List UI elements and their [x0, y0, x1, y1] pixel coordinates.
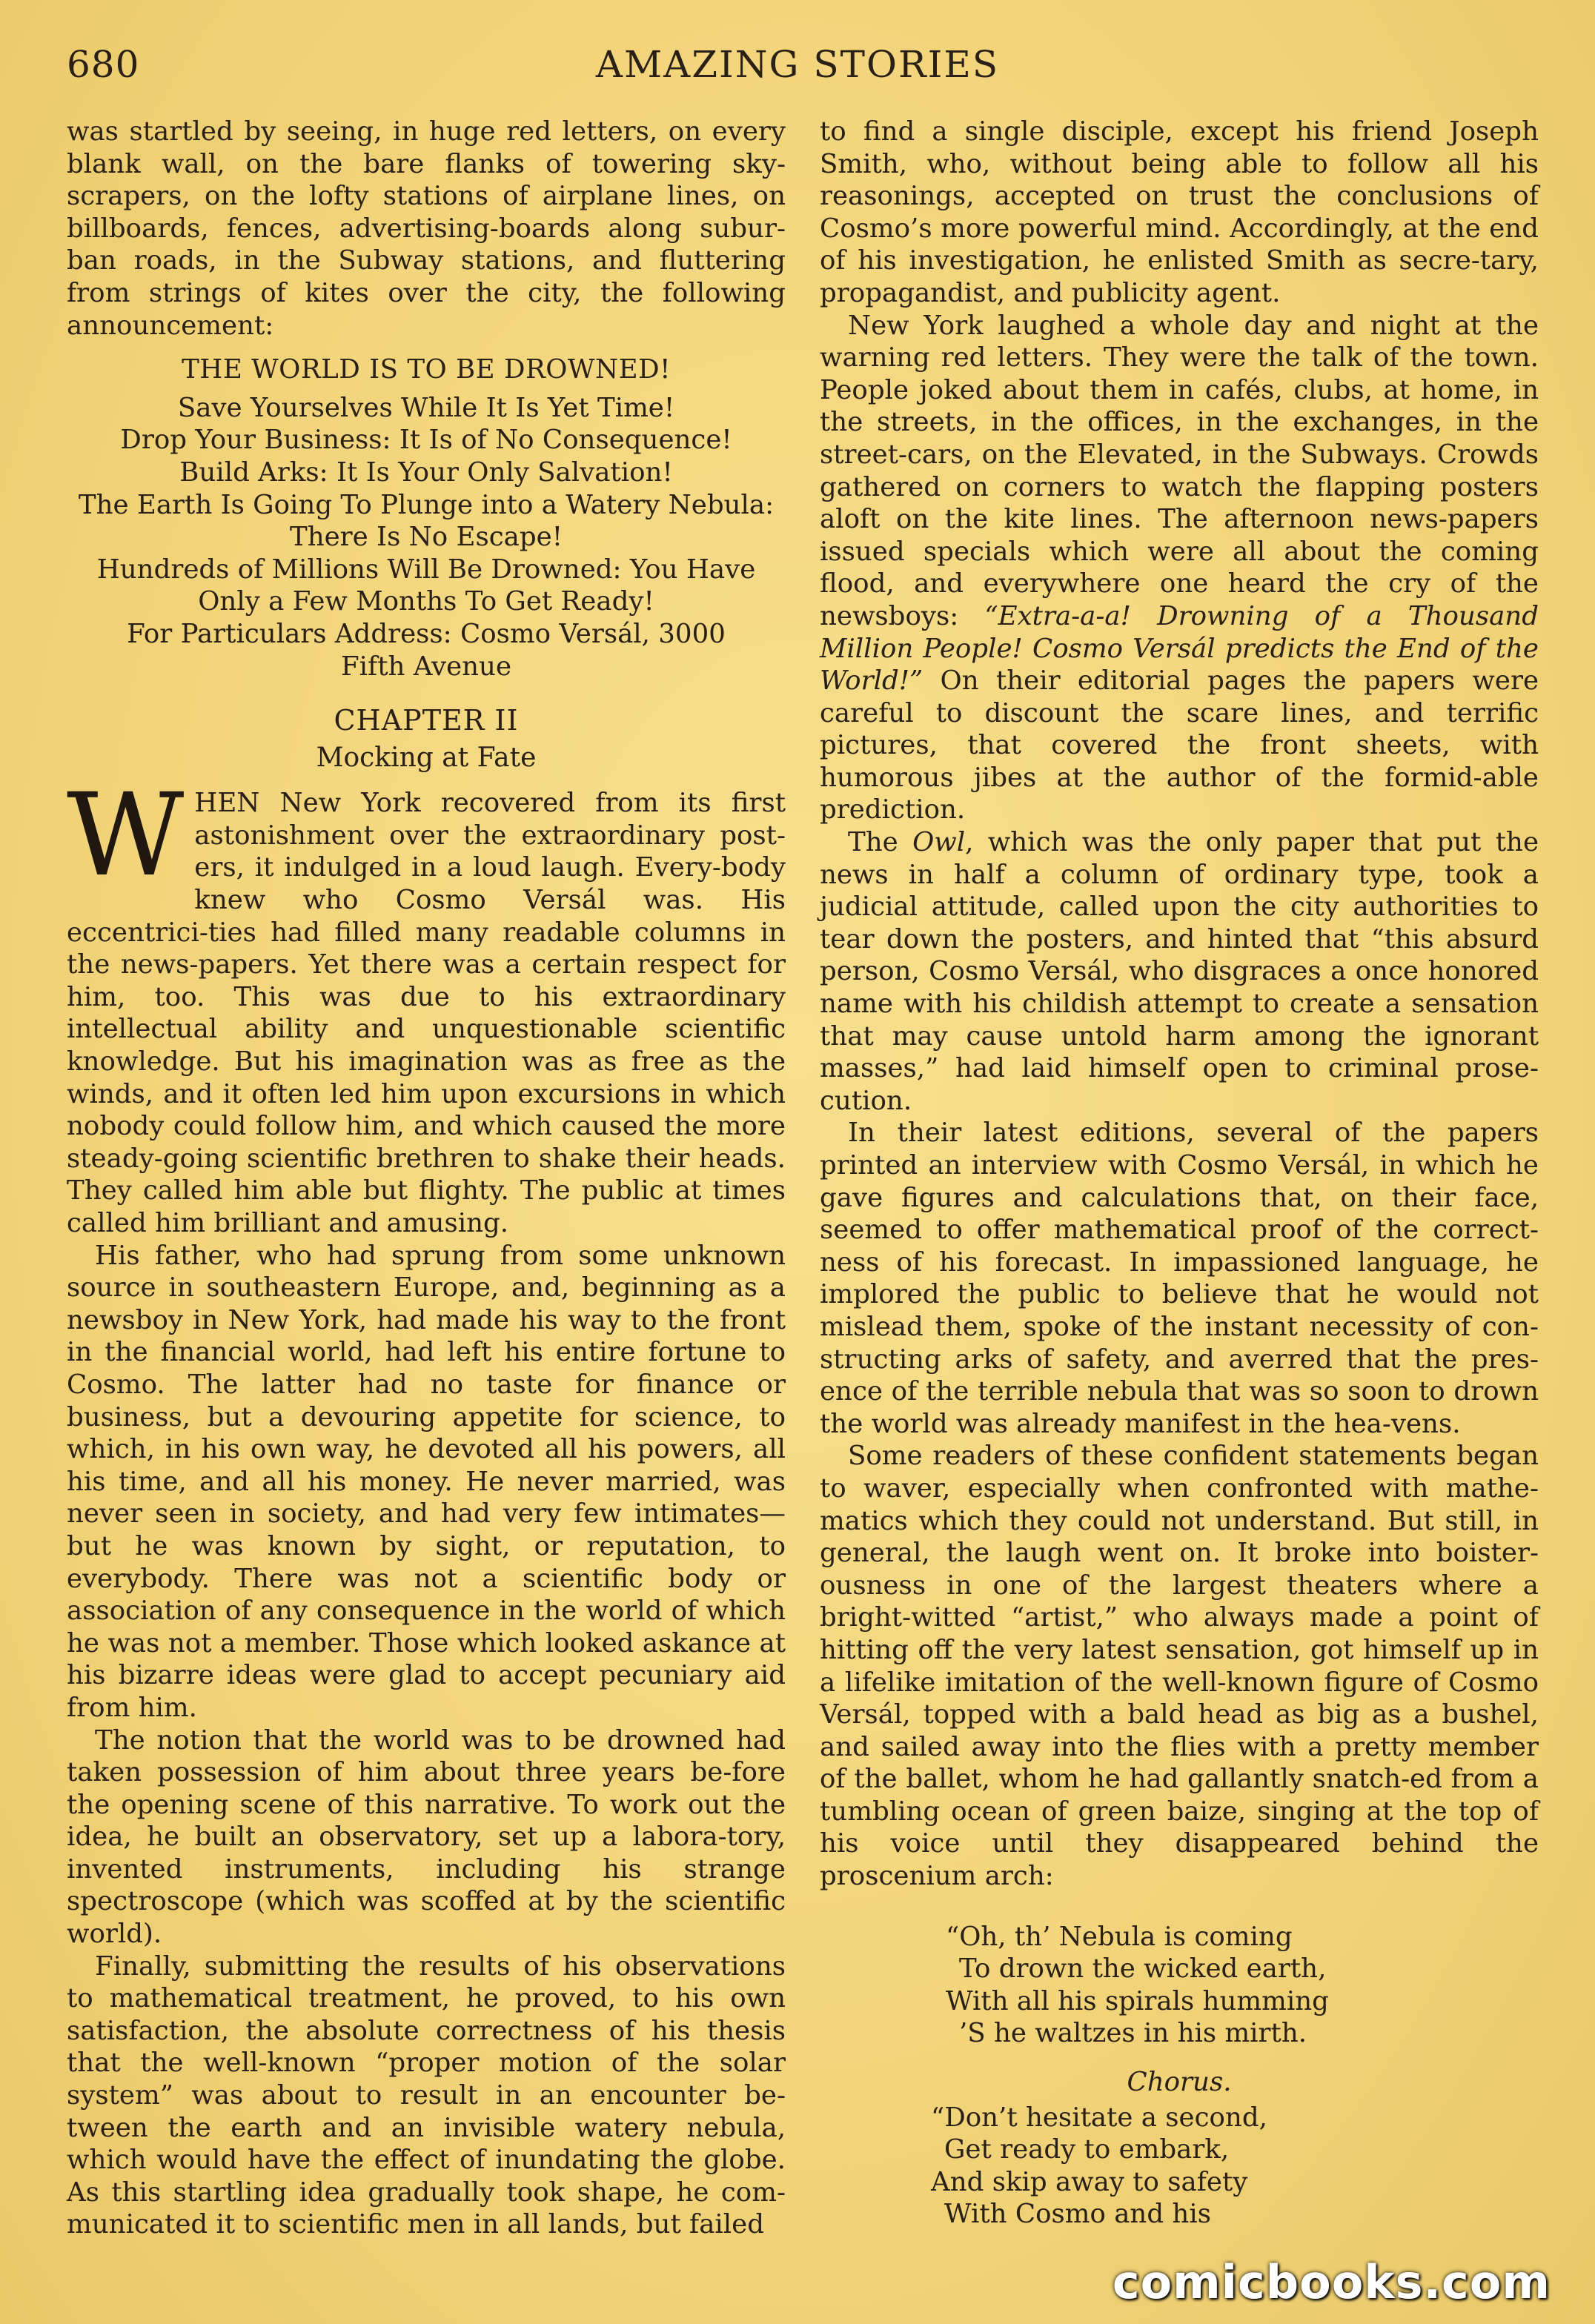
- paragraph-text: , which was the only paper that put the news in half a column of ordinary type, took a judicial attitude, called upon the city authorities to tear down the posters, and hinted that “this absurd person, Cosmo Versál, who disgraces a once honored name with his childish attempt to create a sensation that may cause untold harm among the ignorant masses,” had laid himself open to criminal prose-cution.: [820, 827, 1539, 1116]
- chorus-line: And skip away to safety: [931, 2166, 1248, 2197]
- paragraph: [820, 826, 1539, 1117]
- announcement-line: Hundreds of Millions Will Be Drowned: You Have Only a Few Months To Get Ready!: [96, 554, 756, 617]
- verse-line: “Oh, th’ Nebula is coming: [946, 1921, 1293, 1952]
- paragraph: Finally, submitting the results of his observations to mathematical treatment, he proved, to his own satisfaction, the absolute correctness of his thesis that the well-known “proper motion of the solar system” was about to result in an encounter be-tween the earth and an invisible watery nebula, which would have the effect of inundating the globe. As this startling idea gradually took shape, he com-municated it to scientific men in all lands, but failed: [67, 1950, 786, 2240]
- chorus-line: With Cosmo and his: [944, 2199, 1211, 2230]
- paragraph: The notion that the world was to be drowned had taken possession of him about three years be-fore the opening scene of this narrative. To work out the idea, he built an observatory, set up a labora-tory, invented instruments, including his strange spectroscope (which was scoffed at by the scientific world).: [67, 1724, 786, 1950]
- paragraph: [820, 310, 1539, 827]
- announcement: [67, 353, 786, 683]
- newsboy-cry: “Extra-a-a! Drowning of a Thousand Million People! Cosmo Versál predicts the End of the World!”: [820, 600, 1539, 697]
- page-number: 680: [67, 43, 140, 86]
- page-header: [0, 43, 1595, 110]
- newspaper-name: Owl: [912, 827, 966, 858]
- chorus-line: Get ready to embark,: [944, 2134, 1230, 2165]
- paragraph-text: On their editorial pages the papers were careful to discount the scare lines, and terrific pictures, that covered the front sheets, with humorous jibes at the author of the formid-able prediction.: [820, 665, 1539, 826]
- paragraph-text: HEN New York recovered from its first astonishment over the extraordinary post-ers, it indulged in a loud laugh. Every-body knew who Cosmo Versál was. His eccentrici-ties had filled many readable columns in the news-papers. Yet there was a certain respect for him, too. This was due to his extraordinary intellectual ability and unquestionable scientific knowledge. But his imagination was as free as the winds, and it often led him upon excursions in which nobody could follow him, and which caused the more steady-going scientific brethren to shake their heads. They called him able but flighty. The public at times called him brilliant and amusing.: [67, 788, 786, 1238]
- verse-line: ’S he waltzes in his mirth.: [959, 2018, 1307, 2049]
- chapter-number: CHAPTER II: [334, 704, 519, 737]
- announcement-headline: THE WORLD IS TO BE DROWNED!: [182, 354, 671, 385]
- chorus-heading: Chorus.: [1127, 2067, 1232, 2098]
- announcement-line: Drop Your Business: It Is of No Consequence!: [120, 425, 732, 456]
- announcement-line: Build Arks: It Is Your Only Salvation!: [179, 456, 673, 488]
- verse-line: With all his spirals humming: [946, 1985, 1329, 2016]
- paragraph-text: New York laughed a whole day and night at the warning red letters. They were the talk of the town. People joked about them in cafés, clubs, at home, in the streets, in the offices, in the exchanges, in the street-cars, on the Elevated, in the Subways. Crowds gathered on corners to watch the flapping posters aloft on the kite lines. The afternoon news-papers issued specials which were all about the coming flood, and everywhere one heard the cry of the newsboys:: [820, 310, 1539, 631]
- announcement-line: The Earth Is Going To Plunge into a Watery Nebula: There Is No Escape!: [78, 489, 775, 553]
- verse-line: To drown the wicked earth,: [959, 1953, 1327, 1985]
- announcement-line: Save Yourselves While It Is Yet Time!: [177, 392, 675, 423]
- paragraph: In their latest editions, several of the papers printed an interview with Cosmo Versál, in which he gave figures and calculations that, on their face, seemed to offer mathematical proof of the correct-ness of his forecast. In impassioned language, he implored the public to believe that he would not mislead them, spoke of the instant necessity of con-structing arks of safety, and averred that the pres-ence of the terrible nebula that was so soon to drown the world was already manifest in the hea-vens.: [820, 1118, 1539, 1439]
- paragraph: His father, who had sprung from some unknown source in southeastern Europe, and, beginning as a newsboy in New York, had made his way to the front in the financial world, had left his entire fortune to Cosmo. The latter had no taste for finance or business, but a devouring appetite for science, to which, in his own way, he devoted all his powers, all his time, and all his money. He never married, was never seen in society, and had very few intimates—but he was known by sight, or reputation, to everybody. There was not a scientific body or association of any consequence in the world of which he was not a member. Those which looked askance at his bizarre ideas were glad to accept pecuniary aid from him.: [67, 1240, 786, 1723]
- paragraph: to find a single disciple, except his friend Joseph Smith, who, without being able to follow all his reasonings, accepted on trust the conclusions of Cosmo’s more powerful mind. Accordingly, at the end of his investigation, he enlisted Smith as secre-tary, propagandist, and publicity agent.: [820, 116, 1539, 308]
- watermark: comicbooks.com: [1112, 2255, 1551, 2309]
- left-column: [67, 116, 786, 2241]
- paragraph-text: The: [848, 827, 898, 858]
- chapter-title: Mocking at Fate: [316, 742, 537, 773]
- running-title: AMAZING STORIES: [595, 43, 1000, 86]
- song-chorus: [931, 2102, 1539, 2231]
- paragraph-intro: was startled by seeing, in huge red letters, on every blank wall, on the bare flanks of towering sky-scrapers, on the lofty stations of airplane lines, on billboards, fences, advertising-boards along subur-ban roads, in the Subway stations, and fluttering from strings of kites over the city, the following announcement:: [67, 116, 786, 341]
- right-column: [820, 116, 1539, 2231]
- song-verse: [946, 1921, 1539, 2050]
- chorus-line: “Don’t hesitate a second,: [931, 2102, 1267, 2133]
- paragraph: Some readers of these confident statements began to waver, especially when confronted with mathe-matics which they could not understand. But still, in general, the laugh went on. It broke into boister-ousness in one of the largest theaters where a bright-witted “artist,” who always made a point of hitting off the very latest sensation, got himself up in a lifelike imitation of the well-known figure of Cosmo Versál, topped with a bald head as big as a bushel, and sailed away into the flies with a pretty member of the ballet, whom he had gallantly snatch-ed from a tumbling ocean of green baize, singing at the top of his voice until they disappeared behind the proscenium arch:: [820, 1441, 1539, 1892]
- drop-cap: W: [67, 769, 185, 903]
- paragraph: [67, 769, 786, 1239]
- announcement-line: For Particulars Address: Cosmo Versál, 3000 Fifth Avenue: [127, 618, 726, 682]
